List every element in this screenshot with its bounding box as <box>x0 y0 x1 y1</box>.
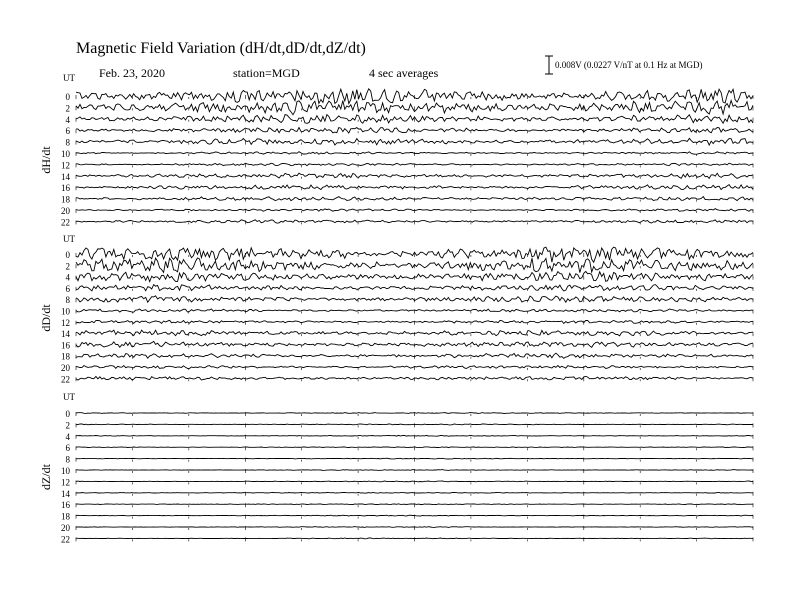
trace-line <box>76 481 753 482</box>
row-label: 22 <box>61 374 70 385</box>
row-label: 4 <box>65 114 70 125</box>
panel-dD-dt <box>39 234 753 384</box>
row-label: 8 <box>65 295 70 306</box>
panels <box>39 73 753 544</box>
trace-line <box>76 271 753 281</box>
scale-bar <box>545 56 553 74</box>
row-label: 18 <box>61 511 70 522</box>
station-label: station=MGD <box>233 66 300 80</box>
row-label: 22 <box>61 217 70 228</box>
trace-line <box>76 435 753 436</box>
ut-label: UT <box>63 392 75 402</box>
row-label: 18 <box>61 194 70 205</box>
row-label: 4 <box>65 272 70 283</box>
row-label: 12 <box>61 160 70 171</box>
row-label: 2 <box>65 261 70 272</box>
date-label: Feb. 23, 2020 <box>99 66 165 80</box>
row-label: 20 <box>61 523 70 533</box>
averaging-label: 4 sec averages <box>369 66 439 80</box>
panel-ylabel: dD/dt <box>39 304 53 332</box>
trace-line <box>76 527 753 528</box>
chart-title: Magnetic Field Variation (dH/dt,dD/dt,dZ/dt) <box>76 40 366 57</box>
row-label: 10 <box>61 149 70 159</box>
row-label: 2 <box>65 103 70 114</box>
row-label: 0 <box>65 250 70 260</box>
row-label: 6 <box>65 283 70 294</box>
panel-dZ-dt <box>39 392 753 544</box>
row-label: 16 <box>61 340 70 351</box>
row-label: 6 <box>65 126 70 137</box>
row-label: 0 <box>65 92 70 102</box>
panel-ylabel: dH/dt <box>39 146 53 174</box>
row-label: 6 <box>65 443 70 454</box>
trace-line <box>76 538 753 539</box>
row-label: 8 <box>65 454 70 465</box>
row-label: 14 <box>61 488 70 499</box>
row-label: 8 <box>65 137 70 148</box>
row-label: 22 <box>61 534 70 545</box>
row-label: 20 <box>61 363 70 373</box>
row-label: 0 <box>65 409 70 419</box>
row-label: 18 <box>61 351 70 362</box>
row-label: 4 <box>65 431 70 442</box>
row-label: 12 <box>61 317 70 328</box>
row-label: 16 <box>61 500 70 511</box>
row-label: 2 <box>65 420 70 431</box>
panel-dH-dt <box>39 73 753 227</box>
row-ticks <box>76 118 753 122</box>
trace-line <box>76 493 753 494</box>
row-label: 12 <box>61 477 70 488</box>
row-ticks <box>76 276 753 280</box>
row-label: 10 <box>61 466 70 476</box>
row-label: 14 <box>61 171 70 182</box>
row-label: 16 <box>61 183 70 194</box>
panel-ylabel: dZ/dt <box>39 464 53 490</box>
scale-label: 0.008V (0.0227 V/nT at 0.1 Hz at MGD) <box>555 60 703 70</box>
ut-label: UT <box>63 234 75 244</box>
row-label: 10 <box>61 306 70 317</box>
ut-label: UT <box>63 73 75 83</box>
row-label: 14 <box>61 329 70 340</box>
row-label: 20 <box>61 206 70 216</box>
